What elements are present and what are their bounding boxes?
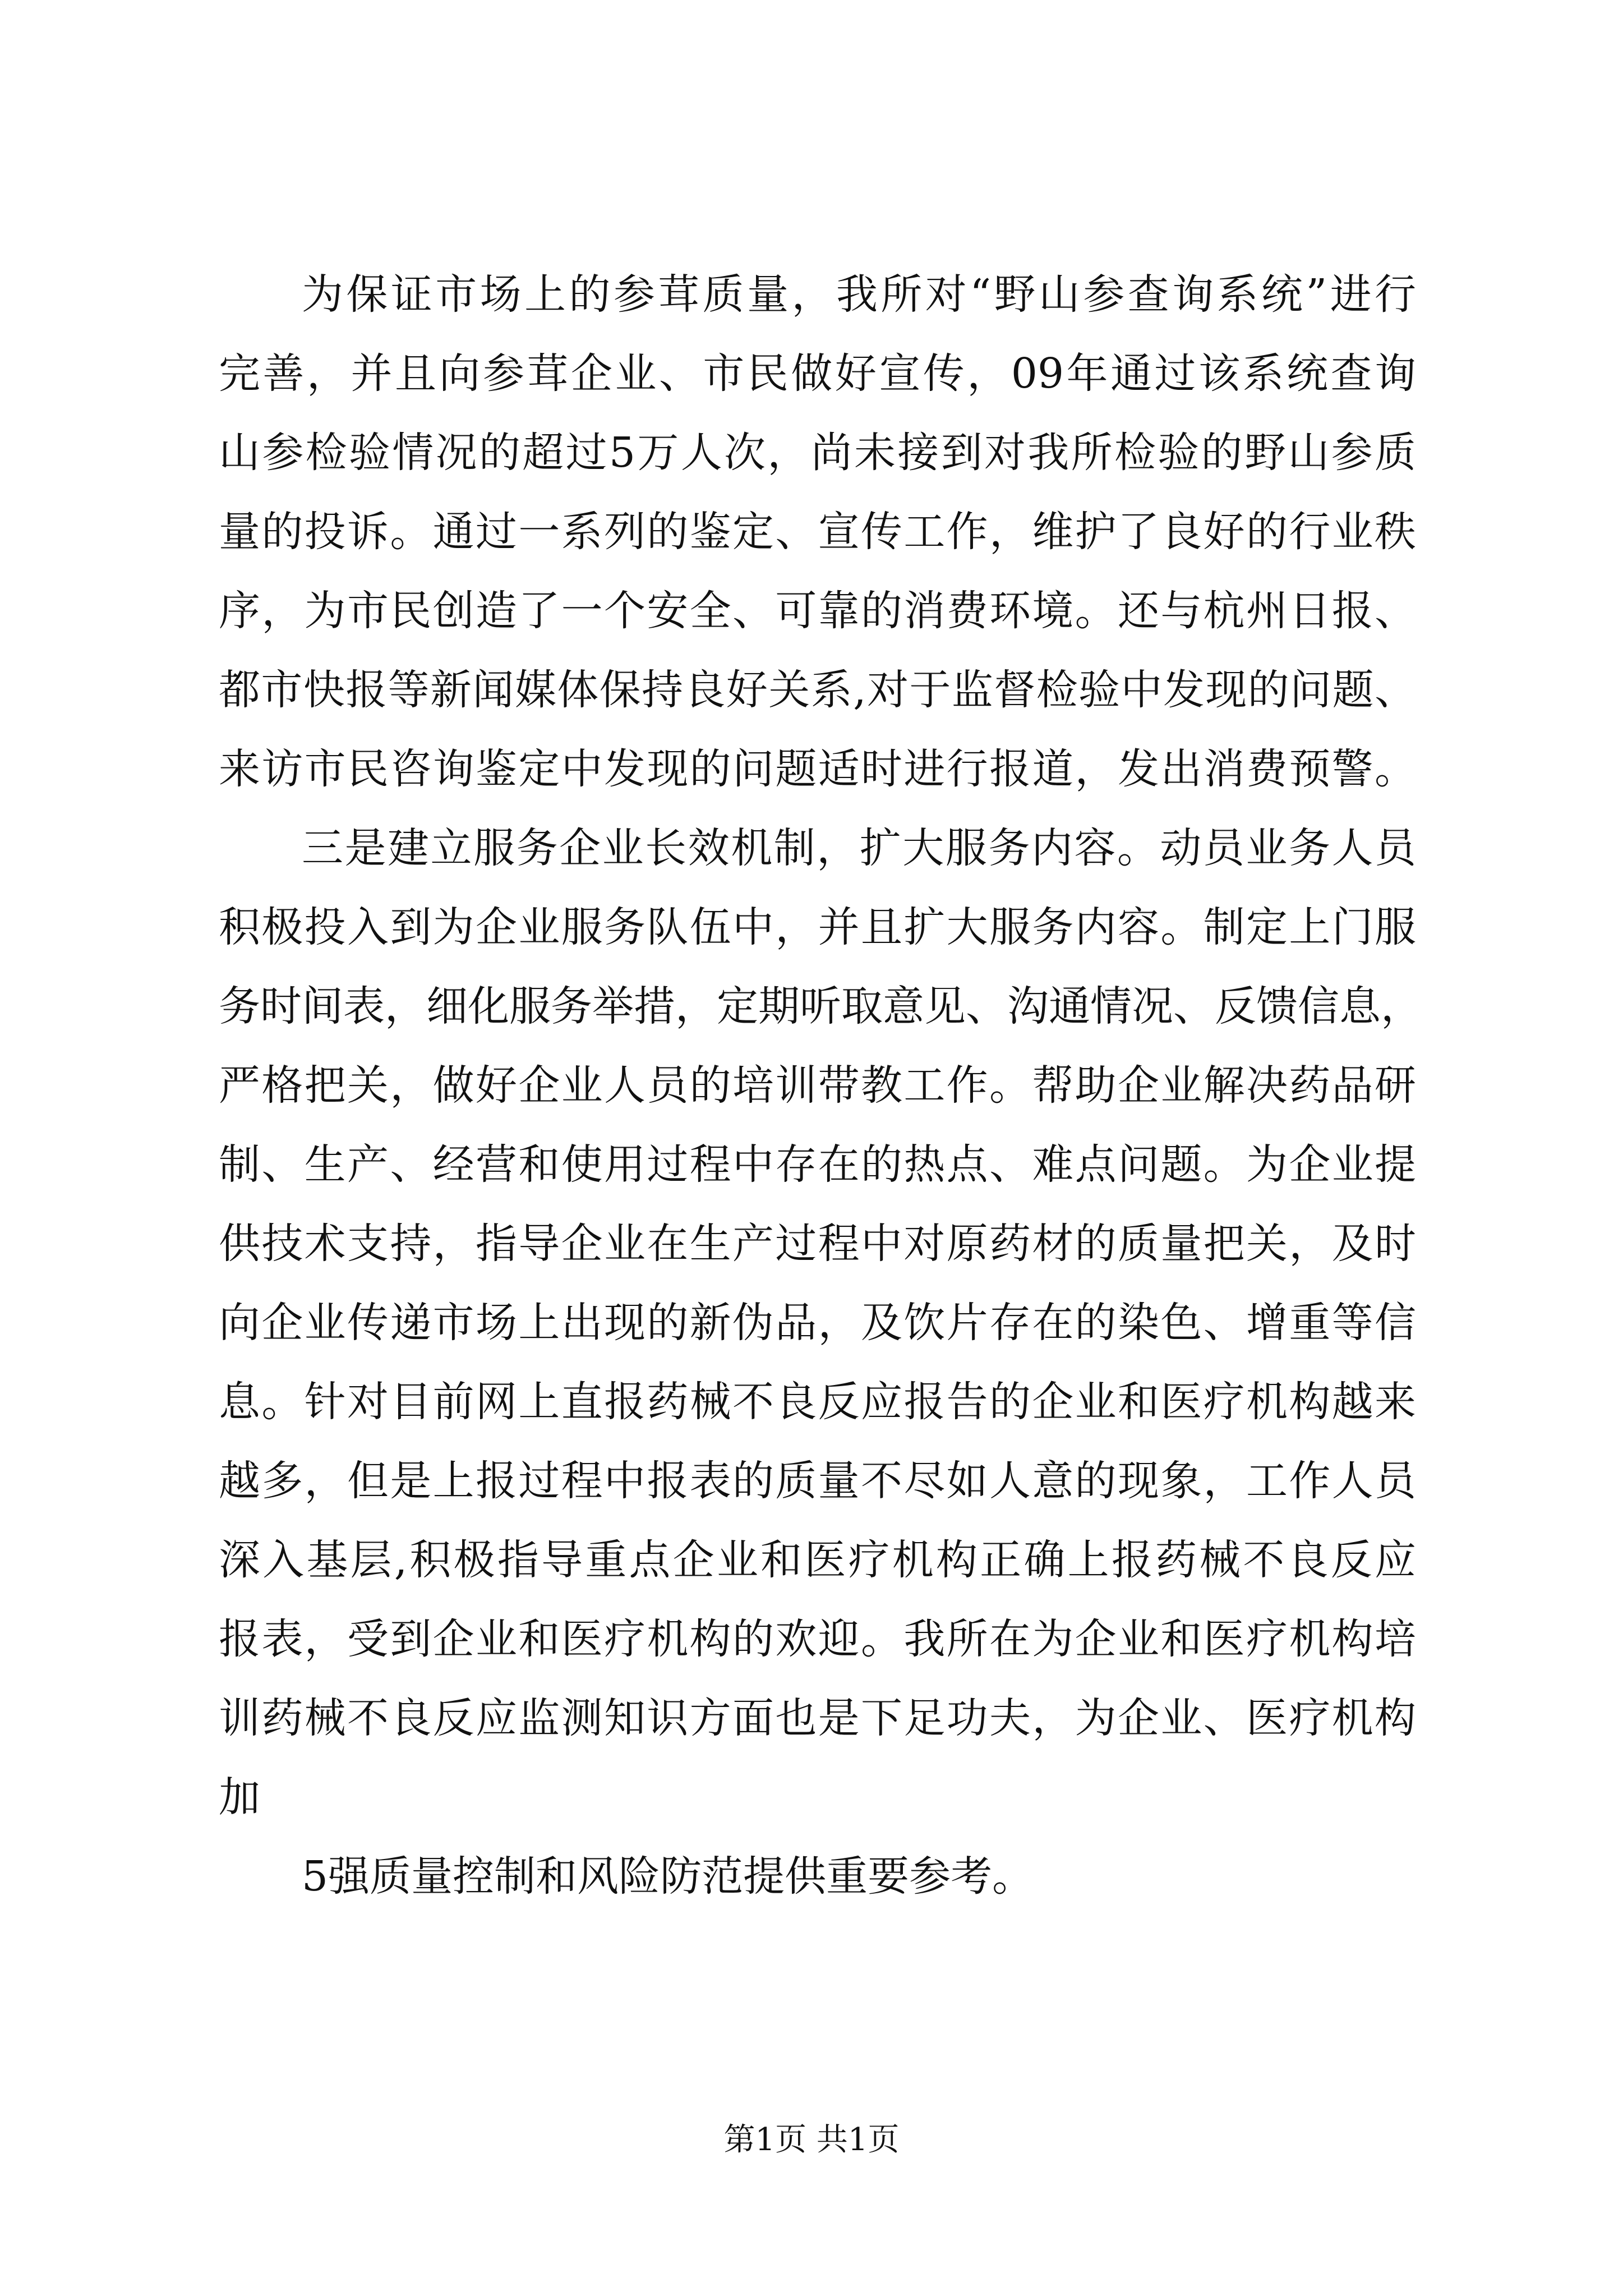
text-line: 训药械不良反应监测知识方面也是下足功夫，为企业、医疗机构	[219, 1694, 1416, 1742]
text-line: 加	[219, 1773, 260, 1821]
text-line: 务时间表，细化服务举措，定期听取意见、沟通情况、反馈信息，	[219, 982, 1422, 1030]
text-line: 越多，但是上报过程中报表的质量不尽如人意的现象，工作人员	[219, 1457, 1416, 1505]
text-line: 为保证市场上的参茸质量，我所对“野山参查询系统”进行	[302, 270, 1416, 319]
text-line: 制、生产、经营和使用过程中存在的热点、难点问题。为企业提	[219, 1140, 1416, 1189]
text-line: 完善，并且向参茸企业、市民做好宣传，09年通过该系统查询	[219, 349, 1416, 398]
text-line: 三是建立服务企业长效机制，扩大服务内容。动员业务人员	[302, 824, 1416, 872]
text-line: 5强质量控制和风险防范提供重要参考。	[302, 1852, 1034, 1901]
text-line: 来访市民咨询鉴定中发现的问题适时进行报道，发出消费预警。	[219, 745, 1416, 793]
text-line: 严格把关，做好企业人员的培训带教工作。帮助企业解决药品研	[219, 1061, 1416, 1110]
text-line: 供技术支持，指导企业在生产过程中对原药材的质量把关，及时	[219, 1220, 1416, 1268]
text-line: 息。针对目前网上直报药械不良反应报告的企业和医疗机构越来	[219, 1378, 1416, 1426]
page-footer: 第1页 共1页	[723, 2122, 900, 2158]
text-line: 积极投入到为企业服务队伍中，并且扩大服务内容。制定上门服	[219, 903, 1416, 951]
text-line: 深入基层,积极指导重点企业和医疗机构正确上报药械不良反应	[219, 1536, 1416, 1584]
text-line: 报表，受到企业和医疗机构的欢迎。我所在为企业和医疗机构培	[219, 1615, 1416, 1663]
text-line: 山参检验情况的超过5万人次，尚未接到对我所检验的野山参质	[219, 429, 1416, 477]
text-line: 序，为市民创造了一个安全、可靠的消费环境。还与杭州日报、	[219, 587, 1416, 635]
document-body	[219, 255, 1422, 1916]
text-line: 向企业传递市场上出现的新伪品，及饮片存在的染色、增重等信	[219, 1299, 1416, 1347]
text-line: 都市快报等新闻媒体保持良好关系,对于监督检验中发现的问题、	[219, 666, 1416, 714]
text-line: 量的投诉。通过一系列的鉴定、宣传工作，维护了良好的行业秩	[219, 508, 1416, 556]
